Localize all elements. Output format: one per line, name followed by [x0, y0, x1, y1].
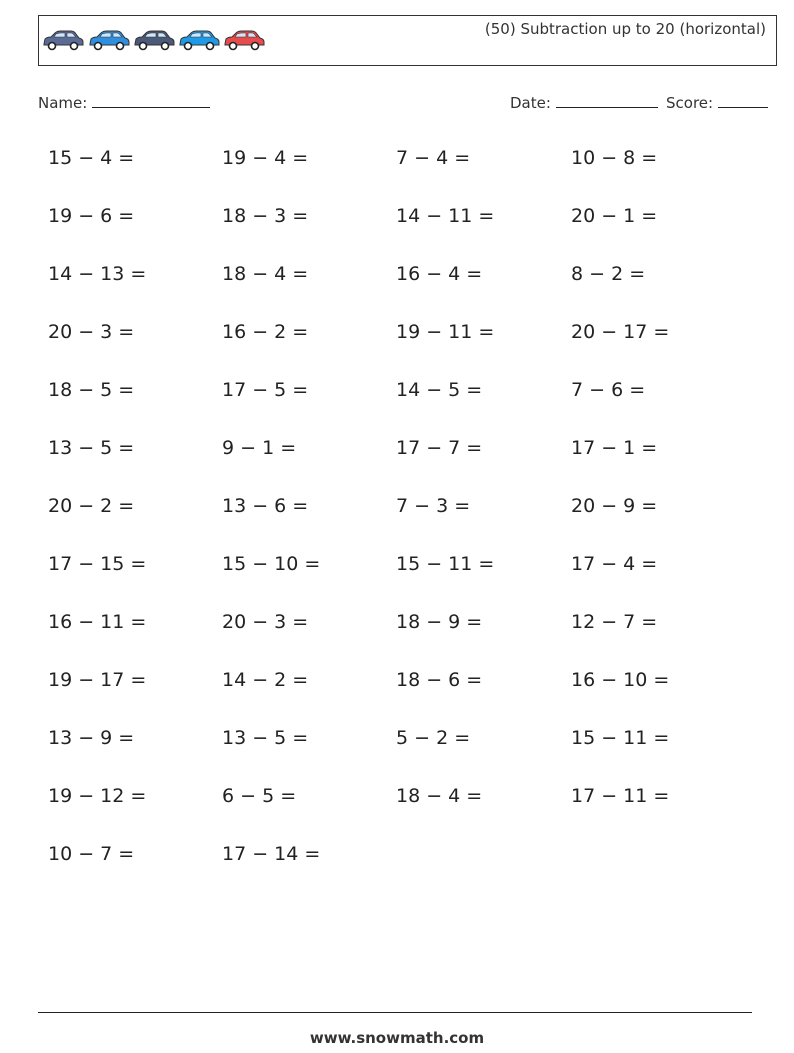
date-field — [510, 93, 658, 112]
worksheet-title: (50) Subtraction up to 20 (horizontal) — [484, 20, 766, 38]
problem-item: 17 − 1 = — [571, 437, 658, 459]
worksheet-header — [38, 15, 777, 66]
score-label: Score: — [666, 94, 714, 112]
problem-item: 17 − 14 = — [222, 843, 321, 865]
problem-item: 16 − 11 = — [48, 611, 147, 633]
problem-item: 14 − 11 = — [396, 205, 495, 227]
problem-item: 7 − 4 = — [396, 147, 471, 169]
problem-item: 20 − 2 = — [48, 495, 135, 517]
problem-item: 15 − 11 = — [571, 727, 670, 749]
problem-item: 19 − 6 = — [48, 205, 135, 227]
score-blank — [718, 93, 768, 108]
problem-item: 13 − 6 = — [222, 495, 309, 517]
problem-item: 15 − 10 = — [222, 553, 321, 575]
problem-item: 13 − 5 = — [222, 727, 309, 749]
car-icon — [177, 28, 221, 52]
name-field — [38, 93, 210, 112]
problem-item: 19 − 17 = — [48, 669, 147, 691]
problem-item: 16 − 10 = — [571, 669, 670, 691]
problem-item: 17 − 5 = — [222, 379, 309, 401]
problem-item: 18 − 4 = — [396, 785, 483, 807]
problem-item: 6 − 5 = — [222, 785, 297, 807]
date-label: Date: — [510, 94, 551, 112]
car-icon — [41, 28, 85, 52]
problem-item: 18 − 4 = — [222, 263, 309, 285]
problem-item: 20 − 3 = — [48, 321, 135, 343]
car-icon — [132, 28, 176, 52]
problem-item: 19 − 11 = — [396, 321, 495, 343]
problem-item: 20 − 9 = — [571, 495, 658, 517]
name-blank — [92, 93, 210, 108]
problem-item: 20 − 3 = — [222, 611, 309, 633]
car-icon — [222, 28, 266, 52]
problem-item: 13 − 5 = — [48, 437, 135, 459]
problem-item: 18 − 5 = — [48, 379, 135, 401]
footer-divider — [38, 1012, 752, 1013]
problem-item: 19 − 12 = — [48, 785, 147, 807]
problem-item: 17 − 11 = — [571, 785, 670, 807]
problem-item: 13 − 9 = — [48, 727, 135, 749]
problem-item: 16 − 4 = — [396, 263, 483, 285]
problem-item: 12 − 7 = — [571, 611, 658, 633]
footer-site: www.snowmath.com — [309, 1029, 485, 1047]
problem-item: 14 − 2 = — [222, 669, 309, 691]
problem-item: 10 − 7 = — [48, 843, 135, 865]
problem-item: 10 − 8 = — [571, 147, 658, 169]
problem-item: 9 − 1 = — [222, 437, 297, 459]
problem-item: 20 − 1 = — [571, 205, 658, 227]
problem-item: 16 − 2 = — [222, 321, 309, 343]
problem-item: 8 − 2 = — [571, 263, 646, 285]
problem-item: 15 − 4 = — [48, 147, 135, 169]
car-icon — [87, 28, 131, 52]
problem-item: 20 − 17 = — [571, 321, 670, 343]
problem-item: 18 − 9 = — [396, 611, 483, 633]
problem-item: 18 − 6 = — [396, 669, 483, 691]
problem-item: 15 − 11 = — [396, 553, 495, 575]
problem-item: 17 − 7 = — [396, 437, 483, 459]
problem-item: 7 − 6 = — [571, 379, 646, 401]
problem-item: 17 − 15 = — [48, 553, 147, 575]
date-blank — [556, 93, 658, 108]
problem-item: 14 − 5 = — [396, 379, 483, 401]
problem-item: 14 − 13 = — [48, 263, 147, 285]
problem-item: 19 − 4 = — [222, 147, 309, 169]
problem-item: 17 − 4 = — [571, 553, 658, 575]
problem-item: 5 − 2 = — [396, 727, 471, 749]
name-label: Name: — [38, 94, 88, 112]
problem-item: 18 − 3 = — [222, 205, 309, 227]
score-field — [666, 93, 768, 112]
problem-item: 7 − 3 = — [396, 495, 471, 517]
